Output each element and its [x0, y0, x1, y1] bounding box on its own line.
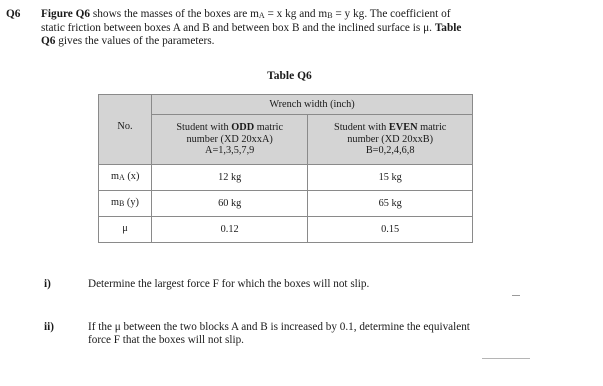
table-row — [99, 191, 473, 217]
table-row — [99, 217, 473, 243]
header-no: No. — [99, 95, 152, 165]
part-numeral: ii) — [44, 321, 54, 333]
header-text: A=1,3,5,7,9 — [205, 145, 255, 157]
parameters-table — [98, 94, 473, 243]
part-line: force F that the boxes will not slip. — [88, 334, 244, 347]
cell-odd: 0.12 — [152, 217, 308, 243]
question-line-1 — [41, 8, 541, 22]
header-bold: ODD — [231, 122, 255, 134]
header-text: Student with — [333, 122, 389, 134]
header-text: Student with — [176, 122, 232, 134]
part-ii-text — [88, 321, 568, 348]
cell-even: 15 kg — [308, 165, 473, 191]
question-number: Q6 — [6, 8, 21, 20]
header-odd — [152, 115, 308, 165]
figure-ref: Figure Q6 — [41, 8, 91, 20]
question-text-segment: = y kg. The coefficient of — [332, 8, 451, 20]
table-ref: Table — [434, 22, 462, 35]
cell-odd: 12 kg — [152, 165, 308, 191]
question-text-segment: = x kg and m — [264, 8, 328, 20]
question-text-segment: static friction between boxes A and B and between box B and the inclined surface is μ. — [41, 22, 435, 35]
header-wrench-width: Wrench width (inch) — [152, 95, 473, 115]
cell-odd: 60 kg — [152, 191, 308, 217]
table-row — [99, 165, 473, 191]
header-text: number (XD 20xxB) — [347, 133, 434, 145]
question-text-segment: gives the values of the parameters. — [55, 35, 215, 48]
question-text-segment: shows the masses of the boxes are m — [90, 8, 259, 20]
row-label: mA (x) — [99, 165, 152, 191]
header-even — [308, 115, 473, 165]
header-text: matric — [254, 122, 284, 134]
header-text: B=0,2,4,6,8 — [365, 145, 415, 157]
question-text — [41, 8, 541, 49]
row-label: μ — [99, 217, 152, 243]
scan-mark — [512, 295, 520, 296]
header-bold: EVEN — [388, 122, 418, 134]
part-line: If the μ between the two blocks A and B is increased by 0.1, determine the equivalent — [88, 321, 470, 333]
part-i-text — [88, 278, 558, 291]
table-caption: Table Q6 — [267, 70, 312, 82]
part-numeral: i) — [44, 278, 51, 290]
cell-even: 0.15 — [308, 217, 473, 243]
subscript: A — [258, 11, 265, 20]
header-text: number (XD 20xxA) — [186, 133, 273, 145]
row-label: mB (y) — [99, 191, 152, 217]
question-line-3 — [41, 35, 541, 48]
part-line: Determine the largest force F for which the boxes will not slip. — [88, 278, 370, 290]
question-line-2 — [41, 22, 541, 35]
table-ref: Q6 — [41, 35, 56, 48]
header-text: matric — [417, 122, 447, 134]
scan-mark — [482, 358, 530, 359]
cell-even: 65 kg — [308, 191, 473, 217]
subscript: B — [327, 11, 333, 20]
